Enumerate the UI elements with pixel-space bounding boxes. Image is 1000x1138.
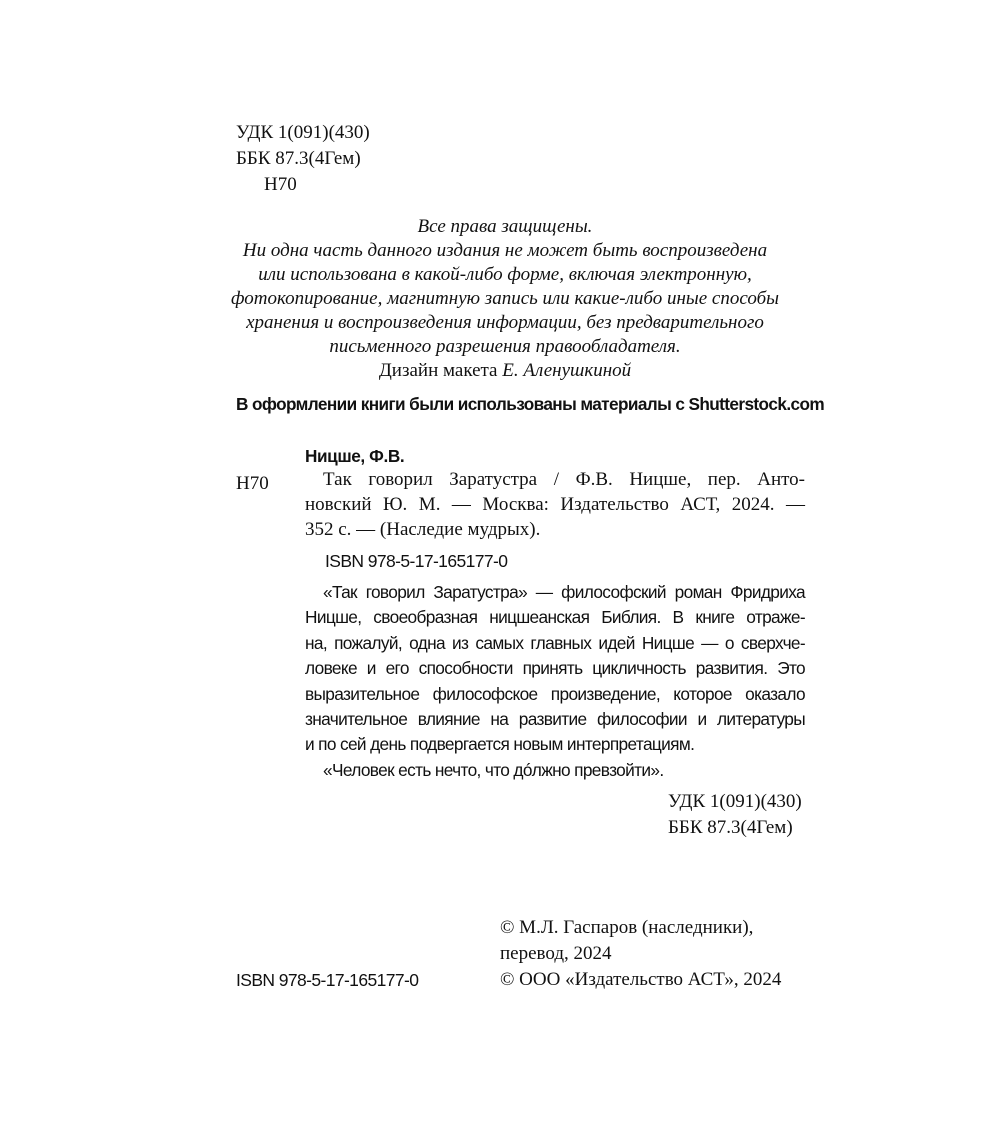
copyright-line: перевод, 2024 (500, 943, 612, 964)
bibliographic-description (305, 468, 805, 543)
record-isbn: ISBN 978-5-17-165177-0 (325, 551, 508, 571)
annotation-quote: «Человек есть нечто, что дóлжно превзойти». (323, 759, 664, 780)
annotation-line: ловеке и его способности принять цикличность развития. Это (305, 658, 805, 679)
design-credit-name: Е. Аленушкиной (502, 360, 632, 381)
design-credit (200, 359, 810, 383)
biblio-line: 352 с. — (Наследие мудрых). (305, 519, 541, 540)
rights-line: хранения и воспроизведения информации, без предварительного (246, 312, 764, 333)
rights-line: Все права защищены. (417, 216, 593, 237)
biblio-line: новский Ю. М. — Москва: Издательство АСТ, 2024. — (305, 494, 805, 515)
udk-code: УДК 1(091)(430) (236, 122, 370, 143)
rights-notice (200, 215, 810, 359)
bottom-isbn: ISBN 978-5-17-165177-0 (236, 970, 419, 990)
annotation (305, 580, 805, 783)
annotation-line: значительное влияние на развитие философии и литературы (305, 708, 805, 729)
author-heading: Ницше, Ф.В. (305, 446, 405, 466)
rights-line: Ни одна часть данного издания не может быть воспроизведена (242, 240, 768, 261)
stock-notice: В оформлении книги были использованы материалы с Shutterstock.com (236, 394, 825, 414)
bbk-code: ББК 87.3(4Гем) (236, 148, 361, 169)
rights-line: письменного разрешения правообладателя. (329, 336, 681, 357)
biblio-line: Так говорил Заратустра / Ф.В. Ницше, пер. Анто- (323, 469, 805, 490)
record-author-mark: Н70 (236, 473, 269, 494)
bbk-code: ББК 87.3(4Гем) (668, 817, 793, 838)
rights-line: фотокопирование, магнитную запись или какие-либо иные способы (230, 288, 779, 309)
top-classification-codes (236, 121, 370, 199)
bottom-classification-codes (668, 790, 802, 842)
annotation-line: на, пожалуй, одна из самых главных идей Ницше — о сверхче- (305, 632, 805, 653)
author-mark: Н70 (264, 174, 297, 195)
annotation-line: выразительное философское произведение, которое оказало (305, 683, 805, 704)
design-credit-label: Дизайн макета (378, 360, 498, 381)
annotation-line: и по сей день подвергается новым интерпретациям. (305, 734, 695, 755)
copyright-line: © ООО «Издательство АСТ», 2024 (500, 969, 782, 990)
udk-code: УДК 1(091)(430) (668, 791, 802, 812)
copyright-line: © М.Л. Гаспаров (наследники), (500, 917, 754, 938)
rights-line: или использована в какой-либо форме, включая электронную, (258, 264, 752, 285)
annotation-line: Ницше, своеобразная ницшеанская Библия. В книге отраже- (305, 607, 805, 628)
annotation-line: «Так говорил Заратустра» — философский роман Фридриха (323, 582, 805, 602)
copyright-block (500, 916, 781, 994)
